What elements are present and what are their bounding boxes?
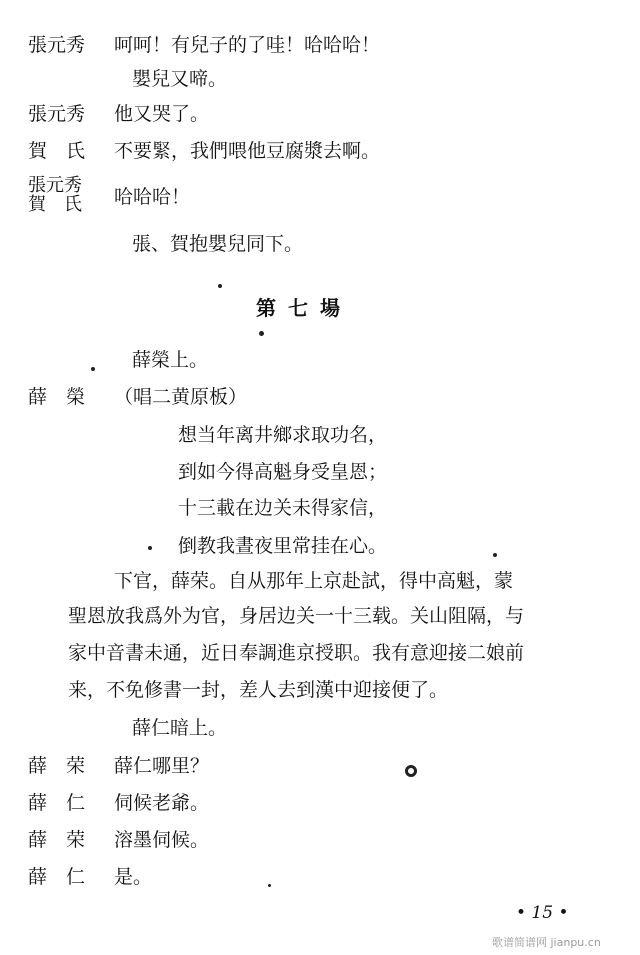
print-speck bbox=[218, 284, 222, 288]
speaker-label: 張元秀 bbox=[28, 175, 82, 196]
watermark: 歌谱简谱网 jianpu.cn bbox=[492, 936, 601, 949]
print-speck bbox=[259, 331, 264, 336]
dialogue-line: 他又哭了。 bbox=[114, 103, 210, 125]
dialogue-line: 是。 bbox=[114, 866, 153, 888]
aria-note: （唱二黄原板） bbox=[114, 386, 248, 408]
speaker-label: 張元秀 bbox=[28, 103, 86, 125]
print-speck bbox=[268, 884, 271, 887]
monologue-line: 家中音書未通，近日奉調進京授职。我有意迎接二娘前 bbox=[68, 642, 525, 664]
stage-direction: 嬰兒又啼。 bbox=[132, 68, 228, 90]
joint-speaker-labels bbox=[28, 176, 82, 214]
print-speck bbox=[405, 765, 417, 777]
scene-title: 第七場 bbox=[256, 296, 352, 320]
dialogue-line: 伺候老爺。 bbox=[114, 792, 210, 814]
monologue-line: 来，不免修書一封，差人去到漢中迎接便了。 bbox=[68, 679, 449, 701]
verse-line: 到如今得高魁身受皇恩； bbox=[178, 461, 388, 483]
verse-line: 想当年离井鄉求取功名， bbox=[178, 424, 388, 446]
verse-line: 倒教我晝夜里常挂在心。 bbox=[178, 535, 388, 557]
print-speck bbox=[148, 546, 152, 550]
dialogue-line: 薛仁哪里？ bbox=[114, 755, 210, 777]
dialogue-line: 不要緊，我們喂他豆腐漿去啊。 bbox=[114, 140, 381, 162]
speaker-label: 張元秀 bbox=[28, 34, 86, 56]
speaker-label: 薛 荣 bbox=[28, 829, 86, 851]
monologue-line: 聖恩放我爲外为官，身居边关一十三载。关山阻隔，与 bbox=[68, 605, 525, 627]
stage-direction: 薛仁暗上。 bbox=[132, 717, 228, 739]
dialogue-line: 呵呵！有兒子的了哇！哈哈哈！ bbox=[114, 34, 381, 56]
page-number: • 15 • bbox=[516, 903, 569, 923]
dialogue-line: 溶墨伺候。 bbox=[114, 829, 210, 851]
speaker-label: 賀 氏 bbox=[28, 140, 86, 162]
monologue-line: 下官，薛荣。自从那年上京赴試，得中高魁，蒙 bbox=[114, 570, 514, 592]
verse-line: 十三載在边关未得家信， bbox=[178, 497, 388, 519]
stage-direction: 薛榮上。 bbox=[132, 349, 209, 371]
dialogue-line: 哈哈哈！ bbox=[114, 186, 191, 208]
speaker-label: 薛 荣 bbox=[28, 755, 86, 777]
speaker-label: 賀 氏 bbox=[28, 194, 82, 215]
speaker-label: 薛 仁 bbox=[28, 792, 86, 814]
speaker-label: 薛 榮 bbox=[28, 386, 86, 408]
print-speck bbox=[493, 553, 497, 557]
speaker-label: 薛 仁 bbox=[28, 866, 86, 888]
stage-direction: 張、賀抱嬰兒同下。 bbox=[132, 233, 304, 255]
print-speck bbox=[91, 367, 95, 371]
